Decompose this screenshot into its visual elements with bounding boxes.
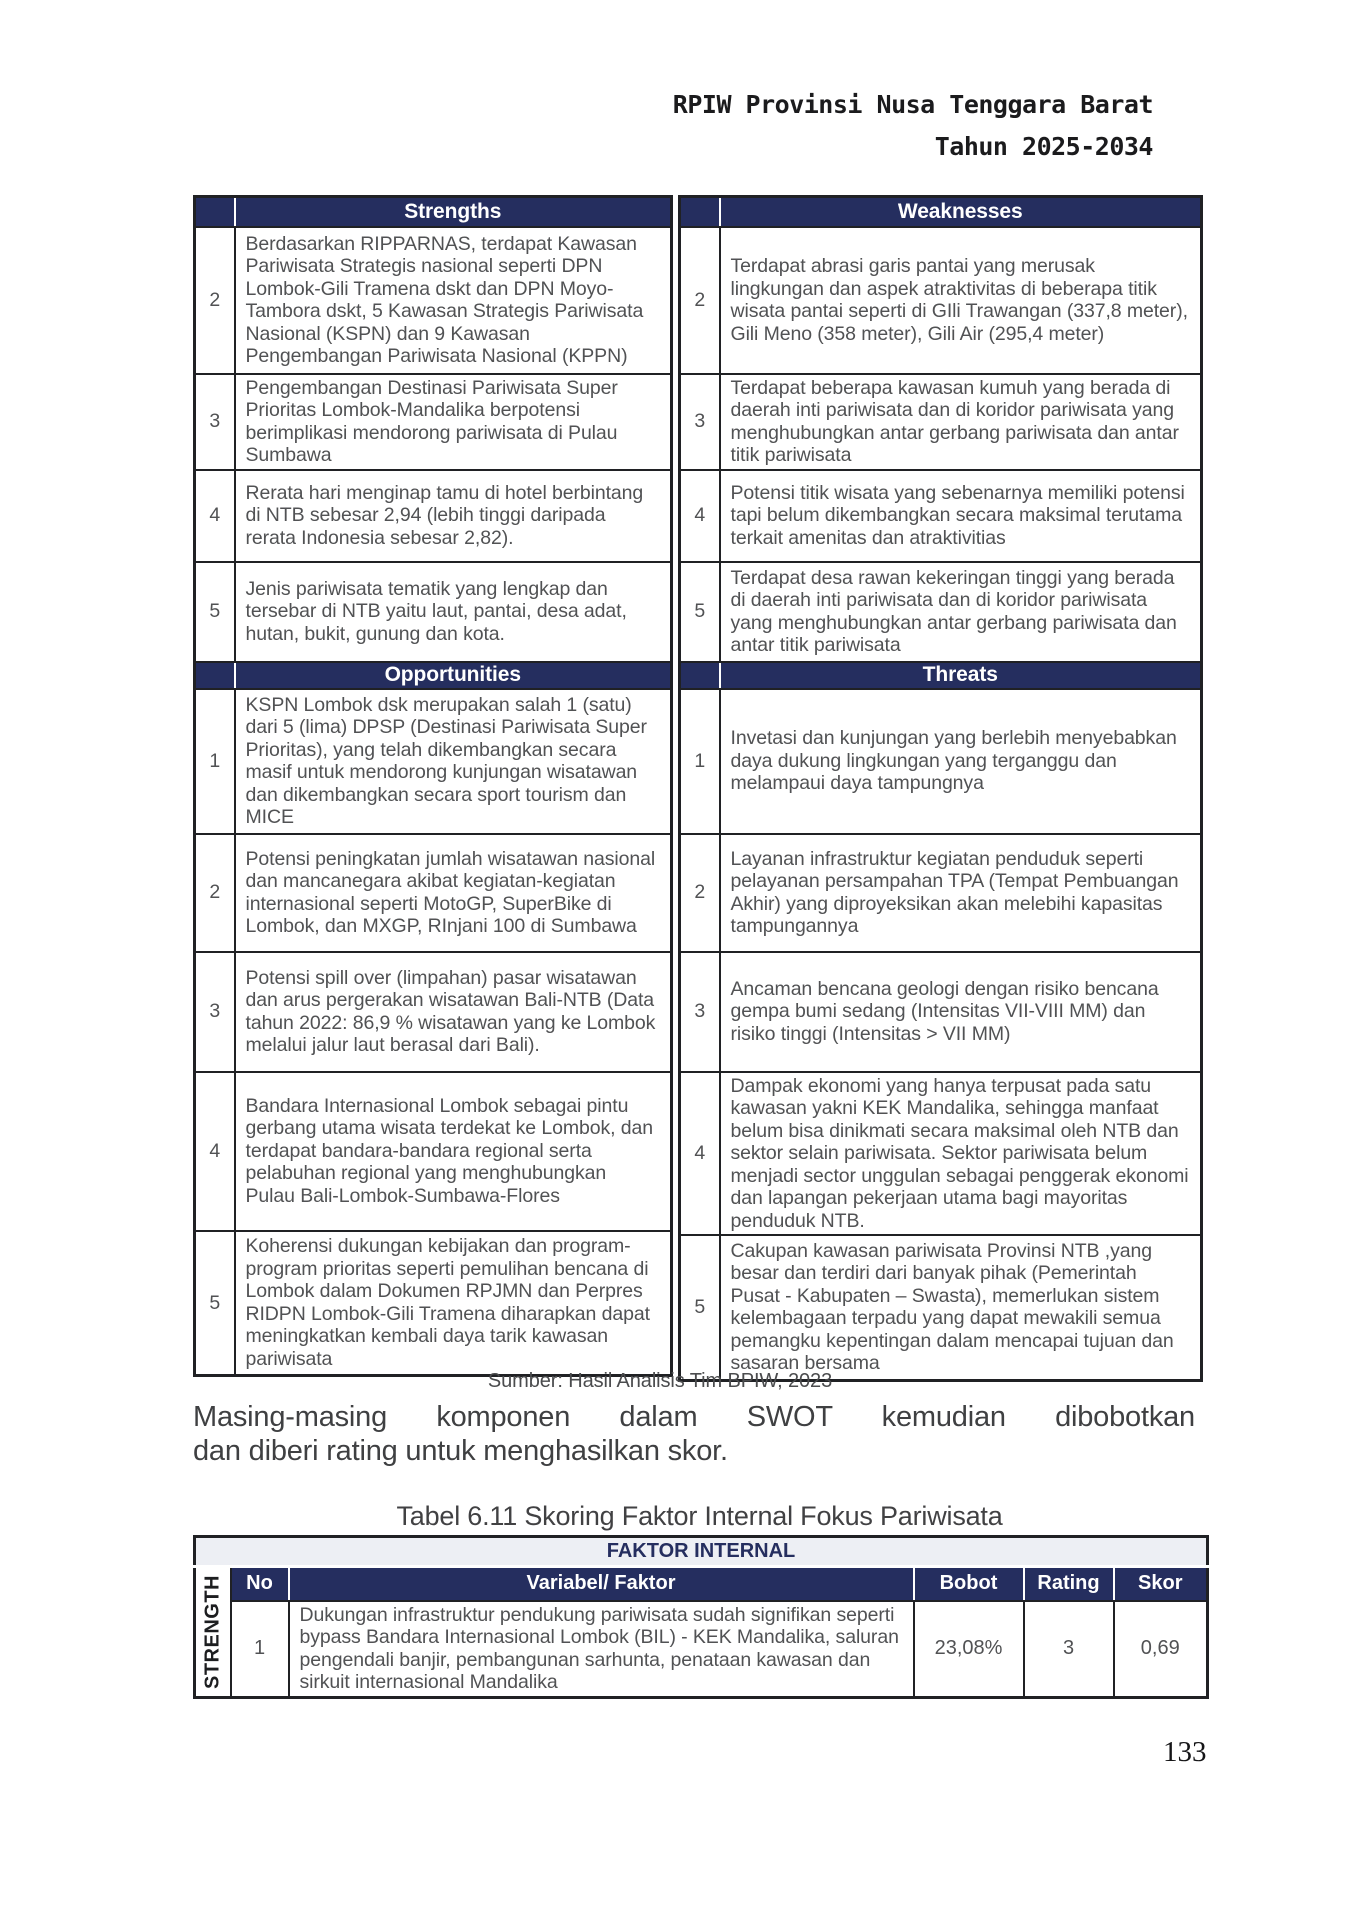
table-row bbox=[680, 470, 1202, 562]
row-number: 2 bbox=[195, 227, 235, 374]
threats-header: Threats bbox=[720, 662, 1202, 689]
weakness-item: Potensi titik wisata yang sebenarnya memiliki potensi tapi belum dikembangkan secara maksimal terutama terkait amenitas dan atraktivitias bbox=[720, 470, 1202, 562]
cell-skor: 0,69 bbox=[1114, 1601, 1208, 1698]
row-number: 5 bbox=[195, 1231, 235, 1376]
source-note: Sumber: Hasil Analisis Tim BPIW, 2023 bbox=[487, 1370, 833, 1392]
running-head-line1: RPIW Provinsi Nusa Tenggara Barat bbox=[672, 90, 1153, 119]
strengths-header: Strengths bbox=[235, 197, 672, 227]
row-number: 3 bbox=[195, 952, 235, 1072]
faktor-internal-band-row bbox=[195, 1537, 1208, 1567]
table-row bbox=[680, 1072, 1202, 1236]
table-row bbox=[195, 1231, 672, 1376]
table-row bbox=[195, 374, 672, 470]
row-number: 5 bbox=[680, 1235, 720, 1380]
row-number: 2 bbox=[680, 834, 720, 952]
weaknesses-header-row bbox=[680, 197, 1202, 227]
column-header-no: No bbox=[231, 1567, 289, 1601]
weakness-item: Terdapat abrasi garis pantai yang merusak lingkungan dan aspek atraktivitas di beberapa titik wisata pantai seperti di GIli Trawangan (337,8 meter), Gili Meno (358 meter), Gili Air (295,4 meter) bbox=[720, 227, 1202, 374]
table-row bbox=[680, 952, 1202, 1072]
table-row bbox=[195, 470, 672, 562]
threats-header-row bbox=[680, 662, 1202, 689]
table-611-skoring-faktor-internal bbox=[193, 1535, 1209, 1699]
body-paragraph-line2: dan diberi rating untuk menghasilkan skor. bbox=[193, 1435, 728, 1467]
table-row bbox=[680, 689, 1202, 834]
body-paragraph-line1: Masing-masing komponen dalam SWOT kemudian dibobotkan bbox=[193, 1401, 1195, 1433]
table-row bbox=[680, 374, 1202, 470]
opportunity-item: Potensi spill over (limpahan) pasar wisatawan dan arus pergerakan wisatawan Bali-NTB (Data tahun 2022: 86,9 % wisatawan yang ke Lombok melalui jalur laut berasal dari Bali). bbox=[235, 952, 672, 1072]
table-row bbox=[195, 834, 672, 952]
table-row bbox=[680, 834, 1202, 952]
threat-item: Invetasi dan kunjungan yang berlebih menyebabkan daya dukung lingkungan yang terganggu dan melampaui daya tampungnya bbox=[720, 689, 1202, 834]
opportunity-item: Potensi peningkatan jumlah wisatawan nasional dan mancanegara akibat kegiatan-kegiatan internasional seperti MotoGP, SuperBike di Lombok, dan MXGP, RInjani 100 di Sumbawa bbox=[235, 834, 672, 952]
swot-table-weaknesses-threats bbox=[678, 195, 1203, 1382]
table-row bbox=[680, 227, 1202, 374]
row-number: 5 bbox=[195, 562, 235, 662]
threat-item: Dampak ekonomi yang hanya terpusat pada satu kawasan yakni KEK Mandalika, sehingga manfaat belum bisa dinikmati secara maksimal oleh NTB dan sektor selain pariwisata. Sektor pariwisata belum menjadi sector unggulan sebagai penggerak ekonomi dan lapangan pekerjaan utama bagi mayoritas penduduk NTB. bbox=[720, 1072, 1202, 1236]
row-number: 4 bbox=[195, 1072, 235, 1231]
strengths-number-header bbox=[195, 197, 235, 227]
opportunities-header: Opportunities bbox=[235, 662, 672, 689]
opportunity-item: Bandara Internasional Lombok sebagai pintu gerbang utama wisata terdekat ke Lombok, dan terdapat bandara-bandara regional serta pelabuhan regional yang menghubungkan Pulau Bali-Lombok-Sumbawa-Flores bbox=[235, 1072, 672, 1231]
table-row bbox=[195, 1601, 1208, 1698]
faktor-internal-band: FAKTOR INTERNAL bbox=[195, 1537, 1208, 1567]
row-number: 4 bbox=[680, 1072, 720, 1236]
row-number: 1 bbox=[680, 689, 720, 834]
strength-item: Rerata hari menginap tamu di hotel berbintang di NTB sebesar 2,94 (lebih tinggi daripada rerata Indonesia sebesar 2,82). bbox=[235, 470, 672, 562]
column-header-bobot: Bobot bbox=[914, 1567, 1024, 1601]
opportunities-header-row bbox=[195, 662, 672, 689]
opportunity-item: KSPN Lombok dsk merupakan salah 1 (satu) dari 5 (lima) DPSP (Destinasi Pariwisata Super Prioritas), yang telah dikembangkan secara masif untuk mendorong kunjungan wisatawan dan dikembangkan secara sport tourism dan MICE bbox=[235, 689, 672, 834]
cell-bobot: 23,08% bbox=[914, 1601, 1024, 1698]
table-row bbox=[680, 1235, 1202, 1380]
strengths-header-row bbox=[195, 197, 672, 227]
row-number: 3 bbox=[195, 374, 235, 470]
swot-table-strengths-opportunities bbox=[193, 195, 673, 1377]
table-row bbox=[195, 562, 672, 662]
weakness-item: Terdapat desa rawan kekeringan tinggi yang berada di daerah inti pariwisata dan di koridor pariwisata yang menghubungkan antar gerbang pariwisata dan antar titik pariwisata bbox=[720, 562, 1202, 662]
weaknesses-number-header bbox=[680, 197, 720, 227]
row-number: 4 bbox=[195, 470, 235, 562]
opportunity-item: Koherensi dukungan kebijakan dan program-program prioritas seperti pemulihan bencana di Lombok dalam Dokumen RPJMN dan Perpres RIDPN Lombok-Gili Tramena diharapkan dapat meningkatkan kembali daya tarik kawasan pariwisata bbox=[235, 1231, 672, 1376]
row-number: 2 bbox=[680, 227, 720, 374]
strength-item: Berdasarkan RIPPARNAS, terdapat Kawasan Pariwisata Strategis nasional seperti DPN Lombok-Gili Tramena dskt dan DPN Moyo-Tambora dskt, 5 Kawasan Strategis Pariwisata Nasional (KSPN) dan 9 Kawasan Pengembangan Pariwisata Nasional (KPPN) bbox=[235, 227, 672, 374]
threat-item: Ancaman bencana geologi dengan risiko bencana gempa bumi sedang (Intensitas VII-VIII MM) dan risiko tinggi (Intensitas > VII MM) bbox=[720, 952, 1202, 1072]
running-head-line2: Tahun 2025-2034 bbox=[934, 132, 1153, 161]
strength-item: Pengembangan Destinasi Pariwisata Super Prioritas Lombok-Mandalika berpotensi berimplikasi mendorong pariwisata di Pulau Sumbawa bbox=[235, 374, 672, 470]
table-row bbox=[195, 227, 672, 374]
row-group-strength-label: STRENGTH bbox=[201, 1574, 224, 1689]
column-header-rating: Rating bbox=[1024, 1567, 1114, 1601]
row-number: 5 bbox=[680, 562, 720, 662]
row-number: 3 bbox=[680, 952, 720, 1072]
row-number: 1 bbox=[195, 689, 235, 834]
page-number: 133 bbox=[1163, 1736, 1207, 1768]
opportunities-number-header bbox=[195, 662, 235, 689]
row-group-strength bbox=[195, 1567, 231, 1698]
cell-rating: 3 bbox=[1024, 1601, 1114, 1698]
column-header-variabel: Variabel/ Faktor bbox=[289, 1567, 914, 1601]
column-header-skor: Skor bbox=[1114, 1567, 1208, 1601]
table-row bbox=[195, 689, 672, 834]
weakness-item: Terdapat beberapa kawasan kumuh yang berada di daerah inti pariwisata dan di koridor pariwisata yang menghubungkan antar gerbang pariwisata dan antar titik pariwisata bbox=[720, 374, 1202, 470]
row-number: 2 bbox=[195, 834, 235, 952]
weaknesses-header: Weaknesses bbox=[720, 197, 1202, 227]
table-row bbox=[680, 562, 1202, 662]
table-611-caption: Tabel 6.11 Skoring Faktor Internal Fokus Pariwisata bbox=[396, 1501, 1003, 1531]
threats-number-header bbox=[680, 662, 720, 689]
table-row bbox=[195, 952, 672, 1072]
row-number: 3 bbox=[680, 374, 720, 470]
running-head bbox=[673, 84, 1153, 168]
body-paragraph bbox=[193, 1400, 1195, 1468]
threat-item: Layanan infrastruktur kegiatan penduduk seperti pelayanan persampahan TPA (Tempat Pembuangan Akhir) yang diproyeksikan akan melebihi kapasitas tampungannya bbox=[720, 834, 1202, 952]
threat-item: Cakupan kawasan pariwisata Provinsi NTB ,yang besar dan terdiri dari banyak pihak (Pemerintah Pusat - Kabupaten – Swasta), memerlukan sistem kelembagaan terpadu yang dapat mewakili semua pemangku kepentingan dalam mencapai tujuan dan sasaran bersama bbox=[720, 1235, 1202, 1380]
table-611-header-row bbox=[195, 1567, 1208, 1601]
strength-item: Jenis pariwisata tematik yang lengkap dan tersebar di NTB yaitu laut, pantai, desa adat, hutan, bukit, gunung dan kota. bbox=[235, 562, 672, 662]
table-row bbox=[195, 1072, 672, 1231]
cell-no: 1 bbox=[231, 1601, 289, 1698]
row-number: 4 bbox=[680, 470, 720, 562]
cell-variabel: Dukungan infrastruktur pendukung pariwisata sudah signifikan seperti bypass Bandara Internasional Lombok (BIL) - KEK Mandalika, saluran pengendali banjir, pembangunan sarhunta, penataan kawasan dan sirkuit internasional Mandalika bbox=[289, 1601, 914, 1698]
